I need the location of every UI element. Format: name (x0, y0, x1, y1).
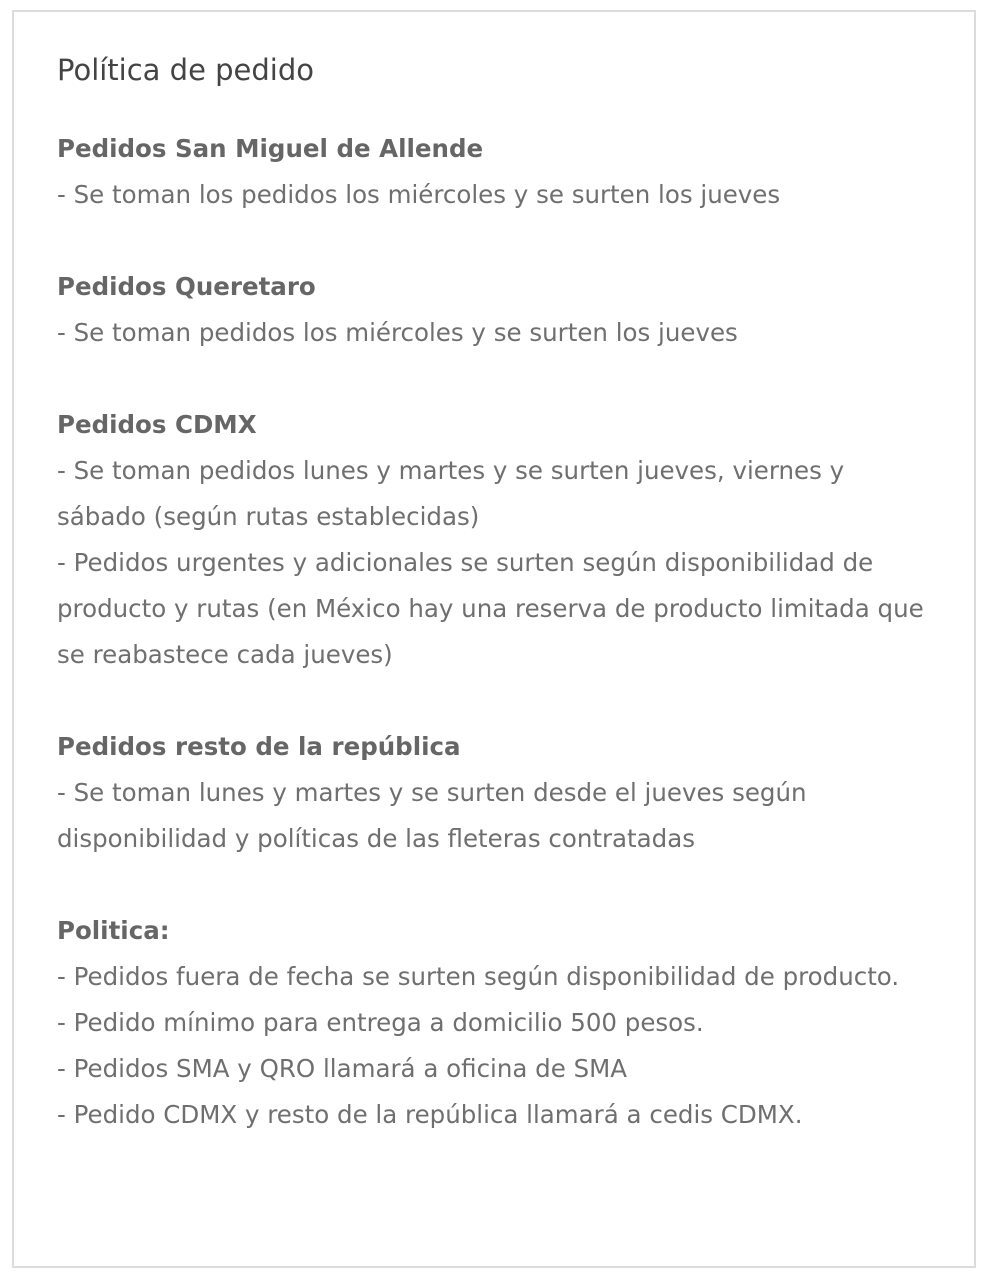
policy-line: - Pedidos urgentes y adicionales se surten según disponibilidad de producto y rutas (en México hay una reserva de producto limitada que se reabastece cada jueves) (57, 548, 924, 669)
section-queretaro (57, 264, 937, 356)
order-policy-card (12, 10, 976, 1268)
policy-line: - Pedido CDMX y resto de la república llamará a cedis CDMX. (57, 1100, 803, 1129)
section-heading: Pedidos Queretaro (57, 272, 316, 301)
section-heading: Pedidos resto de la república (57, 732, 461, 761)
policy-line: - Se toman pedidos los miércoles y se surten los jueves (57, 318, 738, 347)
section-heading: Pedidos San Miguel de Allende (57, 134, 484, 163)
section-cdmx (57, 402, 937, 678)
section-politica (57, 908, 937, 1138)
section-san-miguel (57, 126, 937, 218)
policy-content (57, 126, 937, 1184)
section-heading: Pedidos CDMX (57, 410, 257, 439)
policy-line: - Se toman los pedidos los miércoles y se surten los jueves (57, 180, 781, 209)
section-heading: Politica: (57, 916, 170, 945)
policy-line: - Pedidos fuera de fecha se surten según disponibilidad de producto. (57, 962, 900, 991)
page-title: Política de pedido (57, 53, 315, 87)
policy-line: - Se toman lunes y martes y se surten desde el jueves según disponibilidad y políticas de las fleteras contratadas (57, 778, 807, 853)
policy-line: - Se toman pedidos lunes y martes y se surten jueves, viernes y sábado (según rutas establecidas) (57, 456, 845, 531)
policy-line: - Pedido mínimo para entrega a domicilio 500 pesos. (57, 1008, 704, 1037)
section-resto-republica (57, 724, 937, 862)
policy-line: - Pedidos SMA y QRO llamará a oficina de SMA (57, 1054, 628, 1083)
